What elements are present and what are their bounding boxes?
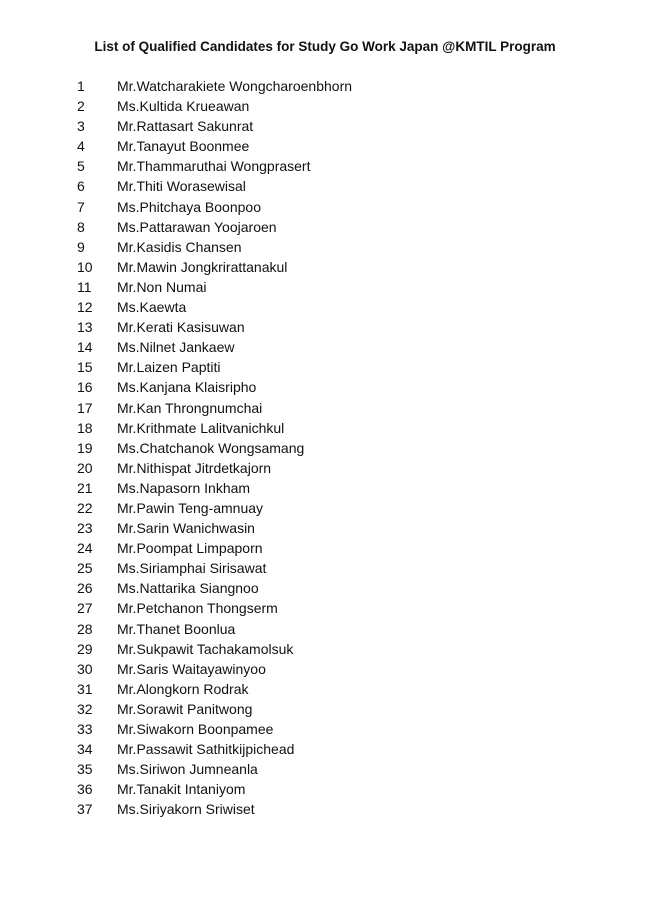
candidate-number: 37 bbox=[77, 801, 93, 818]
list-item bbox=[0, 478, 650, 498]
candidate-number: 20 bbox=[77, 459, 93, 476]
candidate-number: 36 bbox=[77, 781, 93, 798]
candidate-name: Mr.Watcharakiete Wongcharoenbhorn bbox=[117, 78, 353, 94]
list-item bbox=[0, 619, 650, 639]
candidate-name: Ms.Kultida Krueawan bbox=[117, 98, 250, 115]
list-item bbox=[0, 337, 650, 357]
candidate-number: 9 bbox=[77, 238, 85, 255]
candidate-number: 29 bbox=[77, 640, 93, 657]
candidate-number: 18 bbox=[77, 419, 93, 436]
candidate-number: 6 bbox=[77, 178, 85, 195]
candidate-name: Ms.Siriamphai Sirisawat bbox=[117, 560, 267, 577]
candidate-number: 22 bbox=[77, 499, 93, 516]
candidate-name: Mr.Kan Throngnumchai bbox=[117, 399, 263, 416]
candidate-name: Mr.Rattasart Sakunrat bbox=[117, 118, 254, 135]
list-item bbox=[0, 176, 650, 196]
candidate-name: Mr.Kasidis Chansen bbox=[117, 238, 242, 255]
candidate-number: 5 bbox=[77, 158, 85, 175]
list-item bbox=[0, 719, 650, 739]
list-item bbox=[0, 76, 650, 96]
candidate-number: 34 bbox=[77, 741, 93, 758]
candidate-name: Mr.Tanakit Intaniyom bbox=[117, 781, 246, 798]
list-item bbox=[0, 558, 650, 578]
list-item bbox=[0, 217, 650, 237]
list-item bbox=[0, 317, 650, 337]
list-item bbox=[0, 759, 650, 779]
candidate-name: Mr.Sorawit Panitwong bbox=[117, 700, 253, 717]
list-item bbox=[0, 458, 650, 478]
candidate-number: 8 bbox=[77, 218, 85, 235]
candidate-name: Ms.Kanjana Klaisripho bbox=[117, 379, 257, 396]
candidate-number: 26 bbox=[77, 580, 93, 597]
candidate-name: Mr.Alongkorn Rodrak bbox=[117, 680, 249, 697]
list-item bbox=[0, 679, 650, 699]
candidate-number: 28 bbox=[77, 620, 93, 637]
candidate-number: 11 bbox=[77, 278, 92, 295]
candidate-number: 33 bbox=[77, 721, 93, 737]
candidate-name: Ms.Siriwon Jumneanla bbox=[117, 761, 258, 778]
list-item bbox=[0, 377, 650, 397]
list-item bbox=[0, 257, 650, 277]
candidate-number: 14 bbox=[77, 339, 93, 356]
list-item bbox=[0, 116, 650, 136]
candidate-name: Mr.Thammaruthai Wongprasert bbox=[117, 158, 311, 175]
candidate-number: 25 bbox=[77, 560, 93, 577]
candidate-name: Ms.Pattarawan Yoojaroen bbox=[117, 218, 277, 235]
list-item bbox=[0, 578, 650, 598]
candidate-name: Mr.Kerati Kasisuwan bbox=[117, 319, 245, 336]
list-item bbox=[0, 538, 650, 558]
list-item bbox=[0, 398, 650, 418]
candidate-name: Mr.Mawin Jongkrirattanakul bbox=[117, 258, 288, 275]
candidate-number: 23 bbox=[77, 520, 93, 537]
candidate-name: Mr.Siwakorn Boonpamee bbox=[117, 721, 274, 737]
candidate-name: Ms.Nilnet Jankaew bbox=[117, 339, 235, 356]
candidate-number: 31 bbox=[77, 680, 93, 697]
candidate-name: Mr.Poompat Limpaporn bbox=[117, 540, 263, 557]
list-item bbox=[0, 518, 650, 538]
candidate-name: Ms.Phitchaya Boonpoo bbox=[117, 198, 261, 215]
candidate-number: 19 bbox=[77, 439, 93, 456]
list-item bbox=[0, 639, 650, 659]
candidate-number: 24 bbox=[77, 540, 93, 557]
candidate-number: 3 bbox=[77, 118, 85, 135]
list-item bbox=[0, 418, 650, 438]
list-item bbox=[0, 237, 650, 257]
candidate-number: 10 bbox=[77, 258, 93, 275]
list-item bbox=[0, 96, 650, 116]
candidate-name: Mr.Laizen Paptiti bbox=[117, 359, 221, 376]
candidate-name: Mr.Non Numai bbox=[117, 278, 207, 295]
list-item bbox=[0, 197, 650, 217]
candidate-number: 13 bbox=[77, 319, 93, 336]
candidate-name: Mr.Krithmate Lalitvanichkul bbox=[117, 419, 285, 436]
list-item bbox=[0, 739, 650, 759]
candidate-list bbox=[0, 76, 650, 819]
candidate-name: Mr.Saris Waitayawinyoo bbox=[117, 660, 266, 677]
list-item bbox=[0, 659, 650, 679]
page-title: List of Qualified Candidates for Study Go Work Japan @KMTIL Program bbox=[94, 39, 556, 54]
candidate-number: 7 bbox=[77, 198, 85, 215]
candidate-number: 35 bbox=[77, 761, 93, 778]
list-item bbox=[0, 277, 650, 297]
list-item bbox=[0, 498, 650, 518]
list-item bbox=[0, 699, 650, 719]
list-item bbox=[0, 136, 650, 156]
candidate-number: 32 bbox=[77, 700, 93, 717]
candidate-number: 16 bbox=[77, 379, 93, 396]
list-item bbox=[0, 598, 650, 618]
list-item bbox=[0, 779, 650, 799]
list-item bbox=[0, 357, 650, 377]
candidate-name: Mr.Petchanon Thongserm bbox=[117, 600, 278, 617]
list-item bbox=[0, 297, 650, 317]
candidate-name: Mr.Thiti Worasewisal bbox=[117, 178, 246, 195]
candidate-name: Ms.Nattarika Siangnoo bbox=[117, 580, 259, 597]
candidate-name: Ms.Siriyakorn Sriwiset bbox=[117, 801, 255, 818]
candidate-number: 1 bbox=[77, 78, 85, 94]
candidate-name: Mr.Thanet Boonlua bbox=[117, 620, 236, 637]
candidate-name: Mr.Pawin Teng-amnuay bbox=[117, 499, 264, 516]
candidate-number: 17 bbox=[77, 399, 93, 416]
candidate-name: Ms.Napasorn Inkham bbox=[117, 479, 251, 496]
candidate-number: 15 bbox=[77, 359, 93, 376]
candidate-name: Mr.Nithispat Jitrdetkajorn bbox=[117, 459, 272, 476]
candidate-name: Mr.Tanayut Boonmee bbox=[117, 138, 250, 155]
candidate-number: 2 bbox=[77, 98, 85, 115]
list-item bbox=[0, 438, 650, 458]
candidate-number: 30 bbox=[77, 660, 93, 677]
candidate-number: 12 bbox=[77, 299, 93, 316]
list-item bbox=[0, 156, 650, 176]
candidate-name: Mr.Sukpawit Tachakamolsuk bbox=[117, 640, 294, 657]
candidate-number: 27 bbox=[77, 600, 93, 617]
candidate-number: 21 bbox=[77, 479, 93, 496]
candidate-name: Mr.Passawit Sathitkijpichead bbox=[117, 741, 295, 758]
candidate-name: Mr.Sarin Wanichwasin bbox=[117, 520, 255, 537]
candidate-number: 4 bbox=[77, 138, 85, 155]
candidate-name: Ms.Kaewta bbox=[117, 299, 187, 316]
list-item bbox=[0, 799, 650, 819]
candidate-name: Ms.Chatchanok Wongsamang bbox=[117, 439, 305, 456]
